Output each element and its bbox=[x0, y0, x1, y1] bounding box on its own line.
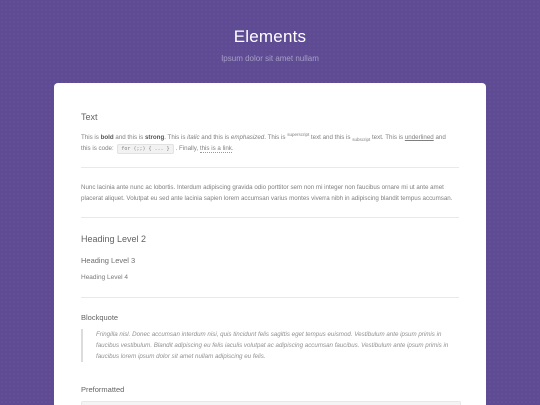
text-fragment: text and this is bbox=[309, 134, 353, 141]
page-subtitle: Ipsum dolor sit amet nullam bbox=[221, 54, 319, 63]
text-fragment: and this is code: bbox=[81, 134, 446, 152]
preformatted-heading: Preformatted bbox=[81, 385, 125, 394]
text-fragment: . Finally, bbox=[175, 145, 200, 152]
text-fragment: . bbox=[231, 145, 234, 152]
inline-code: for (;;) { ... } bbox=[117, 144, 173, 154]
text-fragment: text. This is bbox=[370, 134, 405, 141]
text-fragment: and this is bbox=[199, 134, 231, 141]
text-fragment: This is bbox=[81, 134, 101, 141]
heading-level-3: Heading Level 3 bbox=[81, 256, 136, 265]
emphasized-text: emphasized bbox=[230, 134, 265, 141]
italic-text: italic bbox=[187, 134, 200, 141]
text-fragment: and this is bbox=[113, 134, 145, 141]
divider bbox=[81, 167, 459, 168]
text-fragment: . This is bbox=[164, 134, 188, 141]
text-fragment: . This is bbox=[264, 134, 288, 141]
bold-text: bold bbox=[100, 134, 114, 141]
page-title: Elements bbox=[233, 27, 307, 46]
strong-text: strong bbox=[144, 134, 165, 141]
text-sample-paragraph bbox=[81, 132, 457, 155]
subscript-text: subscript bbox=[352, 137, 371, 142]
superscript-text: superscript bbox=[287, 132, 310, 137]
underlined-text: underlined bbox=[404, 134, 434, 141]
heading-level-4: Heading Level 4 bbox=[81, 274, 128, 281]
content-card bbox=[54, 83, 486, 405]
divider bbox=[81, 297, 459, 298]
text-section-heading: Text bbox=[81, 112, 98, 122]
preformatted-block bbox=[81, 401, 461, 405]
blockquote: Fringilla nisl. Donec accumsan interdum nisi, quis tincidunt felis sagittis eget tempus euismod. Vestibulum ante ipsum primis in faucibus vestibulum. Blandit adipiscing eu felis iaculis volutpat ac adipiscing accumsan faucibus. Vestibulum ante ipsum primis in faucibus lorem ipsum dolor sit amet nullam adipiscing eu felis. bbox=[81, 329, 464, 362]
heading-level-2: Heading Level 2 bbox=[81, 234, 147, 244]
sample-link[interactable]: this is a link bbox=[199, 145, 232, 152]
lorem-paragraph: Nunc lacinia ante nunc ac lobortis. Interdum adipiscing gravida odio porttitor sem non mi integer non faucibus ornare mi ut ante amet placerat aliquet. Volutpat eu sed ante lacinia sapien lorem accumsan varius montes viverra nibh in adipiscing blandit tempus accumsan. bbox=[81, 184, 453, 202]
divider bbox=[81, 217, 459, 218]
blockquote-heading: Blockquote bbox=[81, 313, 119, 322]
